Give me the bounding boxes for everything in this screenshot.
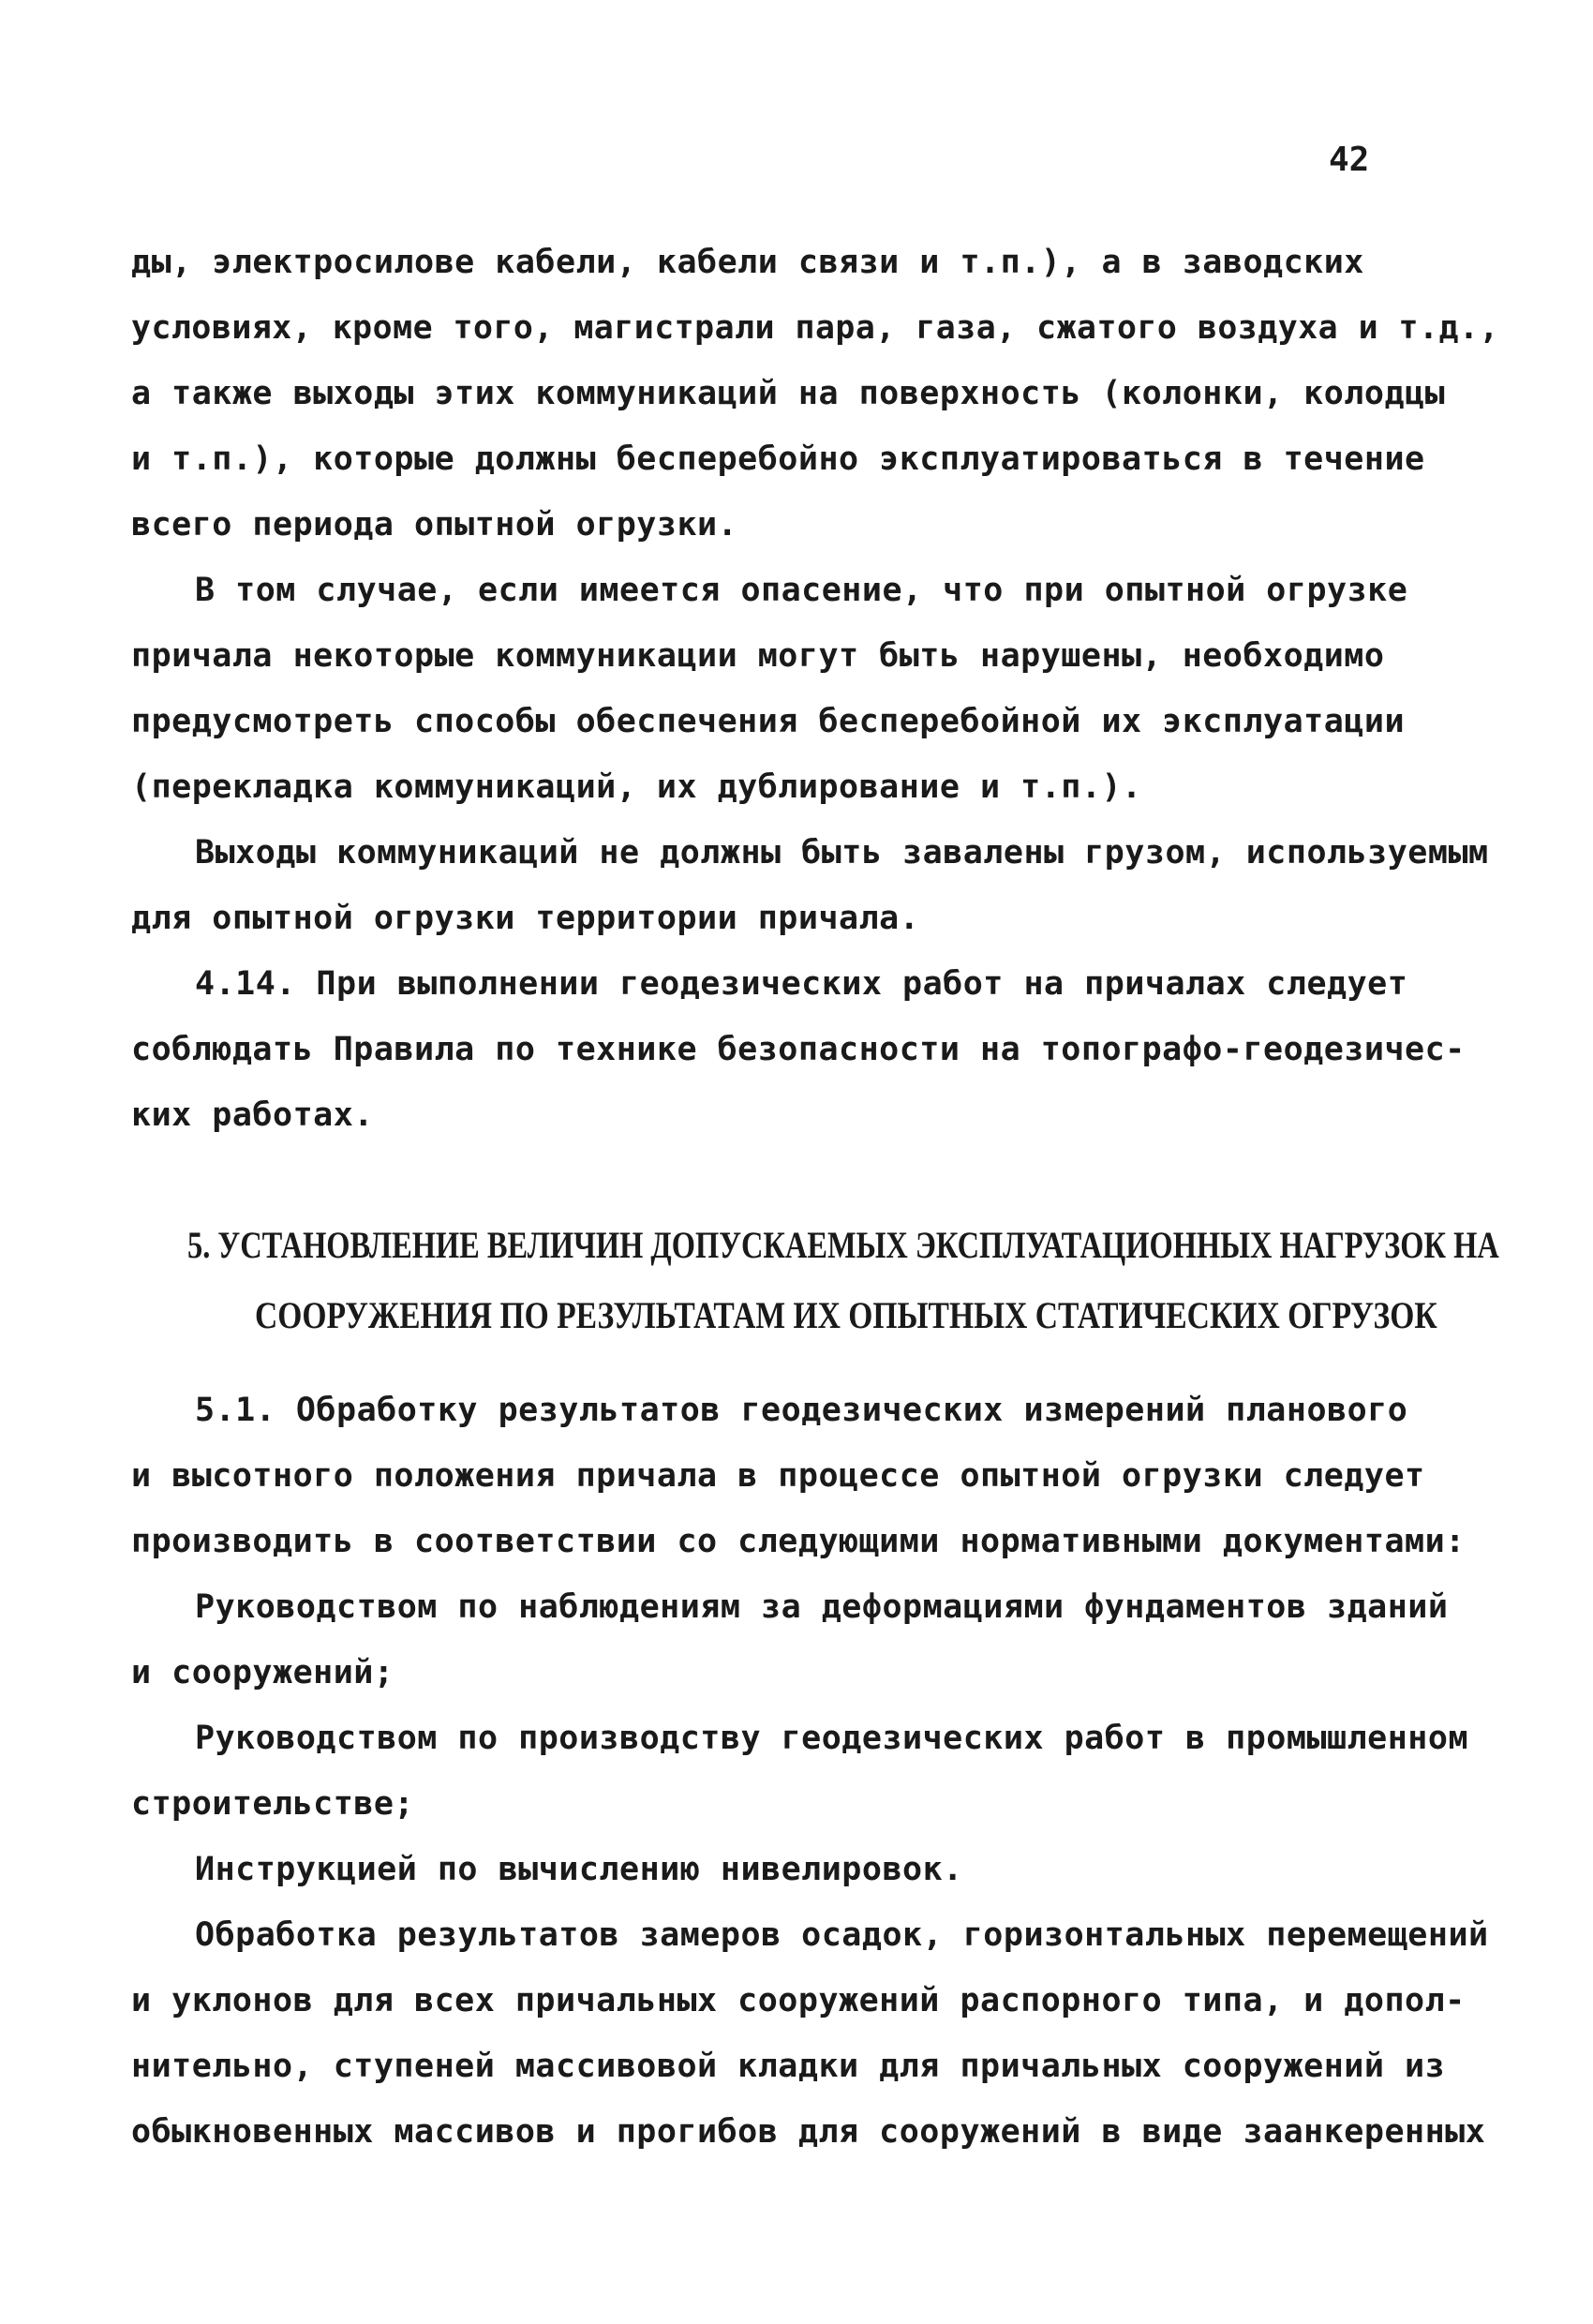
text-line: ды, электросилове кабели, кабели связи и т.п.), а в заводских [131,244,1364,281]
page-number: 42 [1329,141,1370,179]
text-line: производить в соответствии со следующими нормативными документами: [131,1523,1466,1560]
text-line: и уклонов для всех причальных сооружений распорного типа, и допол- [131,1982,1466,2019]
text-line: соблюдать Правила по технике безопасности на топографо-геодезичес- [131,1031,1466,1068]
section-heading-line-2: СООРУЖЕНИЯ ПО РЕЗУЛЬТАТАМ ИХ ОПЫТНЫХ СТАТИЧЕСКИХ ОГРУЗОК [255,1294,1437,1336]
paragraph-first-line: Выходы коммуникаций не должны быть завалены грузом, используемым [195,834,1489,872]
text-line: условиях, кроме того, магистрали пара, газа, сжатого воздуха и т.д., [131,309,1499,347]
paragraph-first-line: Руководством по наблюдениям за деформациями фундаментов зданий [195,1588,1449,1626]
text-line: причала некоторые коммуникации могут быть нарушены, необходимо [131,637,1385,675]
paragraph-first-line: В том случае, если имеется опасение, что при опытной огрузке [195,572,1408,609]
paragraph-first-line: Обработка результатов замеров осадок, горизонтальных перемещений [195,1916,1489,1954]
text-line: нительно, ступеней массивовой кладки для причальных сооружений из [131,2048,1446,2085]
text-line: а также выходы этих коммуникаций на поверхность (колонки, колодцы [131,375,1446,412]
paragraph-first-line: 5.1. Обработку результатов геодезических измерений планового [195,1392,1408,1429]
section-heading-line-1: 5. УСТАНОВЛЕНИЕ ВЕЛИЧИН ДОПУСКАЕМЫХ ЭКСПЛУАТАЦИОННЫХ НАГРУЗОК НА [187,1224,1499,1266]
paragraph-first-line: 4.14. При выполнении геодезических работ на причалах следует [195,965,1408,1003]
text-line: и высотного положения причала в процессе опытной огрузки следует [131,1457,1425,1495]
paragraph-first-line: Руководством по производству геодезических работ в промышленном [195,1720,1469,1757]
text-line: строительстве; [131,1785,415,1823]
text-line: для опытной огрузки территории причала. [131,900,920,937]
text-line: предусмотреть способы обеспечения бесперебойной их эксплуатации [131,703,1406,740]
text-line: (перекладка коммуникаций, их дублирование и т.п.). [131,768,1142,806]
paragraph-first-line: Инструкцией по вычислению нивелировок. [195,1851,963,1888]
text-line: и сооружений; [131,1654,395,1691]
text-line: всего периода опытной огрузки. [131,506,738,544]
text-line: ких работах. [131,1096,374,1134]
text-line: и т.п.), которые должны бесперебойно эксплуатироваться в течение [131,440,1425,478]
text-line: обыкновенных массивов и прогибов для сооружений в виде заанкеренных [131,2113,1486,2151]
